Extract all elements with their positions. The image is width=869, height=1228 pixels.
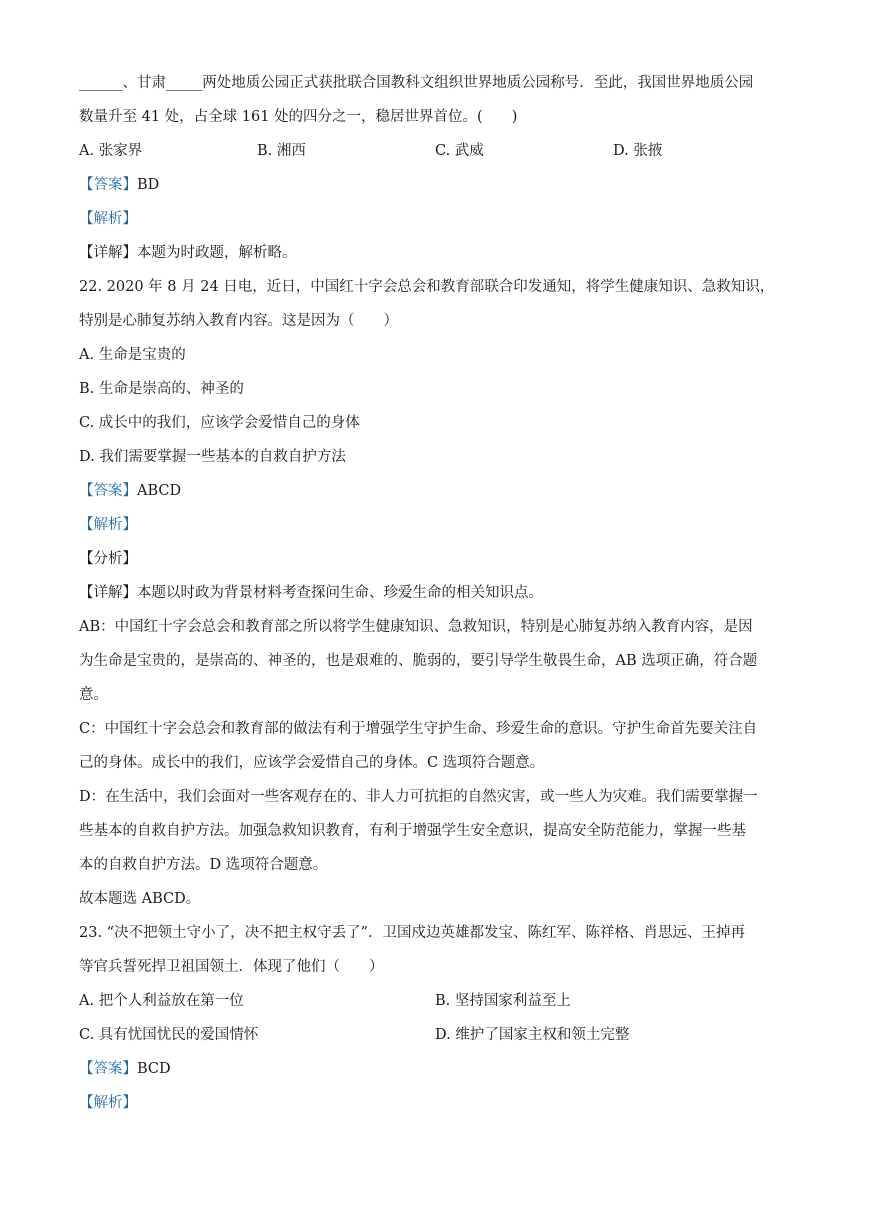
- q23-analysis-tag: 【解析】: [79, 1095, 137, 1111]
- q23-option-a: A. 把个人利益放在第一位: [79, 993, 244, 1009]
- q23-options-row1: [79, 990, 794, 1012]
- q23-stem-line2: 等官兵誓死捍卫祖国领土．体现了他们（ ）: [79, 959, 384, 975]
- q22-option-b: B. 生命是崇高的、神圣的: [79, 381, 244, 397]
- answer-tag: 【答案】: [79, 1061, 137, 1077]
- q23-stem-line1: 23. “决不把领土守小了，决不把主权守丢了”．卫国戍边英雄都发宝、陈红军、陈祥格、肖思远、王掉再: [79, 925, 745, 941]
- q23-answer: [79, 1058, 794, 1080]
- q21-option-c: C. 武威: [435, 143, 484, 159]
- q21-option-a: A. 张家界: [79, 143, 143, 159]
- q22-c-line1: C：中国红十字会总会和教育部的做法有利于增强学生守护生命、珍爱生命的意识。守护生命首先要关注自: [79, 721, 758, 737]
- answer-value: ABCD: [137, 483, 182, 499]
- q21-option-b: B. 湘西: [257, 143, 306, 159]
- q23-option-c: C. 具有忧国忧民的爱国情怀: [79, 1027, 259, 1043]
- q21-stem-line2: 数量升至 41 处，占全球 161 处的四分之一，稳居世界首位。( ): [79, 109, 518, 125]
- q22-answer: [79, 480, 794, 502]
- answer-tag: 【答案】: [79, 483, 137, 499]
- answer-value: BCD: [137, 1061, 171, 1077]
- q22-option-d: D. 我们需要掌握一些基本的自救自护方法: [79, 449, 346, 465]
- q22-ab-line2: 为生命是宝贵的，是崇高的、神圣的，也是艰难的、脆弱的，要引导学生敬畏生命，AB 选项正确，符合题: [79, 653, 758, 669]
- q22-analysis-tag: 【解析】: [79, 517, 137, 533]
- q23-option-b: B. 坚持国家利益至上: [435, 993, 571, 1009]
- document-page: [79, 72, 794, 1114]
- q22-option-a: A. 生命是宝贵的: [79, 347, 186, 363]
- q22-d-line3: 本的自救自护方法。D 选项符合题意。: [79, 857, 328, 873]
- q22-d-line2: 些基本的自救自护方法。加强急救知识教育，有利于增强学生安全意识，提高安全防范能力，掌握一些基: [79, 823, 746, 839]
- q21-detail: 【详解】本题为时政题，解析略。: [79, 245, 297, 261]
- q22-c-line2: 己的身体。成长中的我们，应该学会爱惜自己的身体。C 选项符合题意。: [79, 755, 545, 771]
- q22-fenxi: 【分析】: [79, 551, 137, 567]
- q22-ab-line3: 意。: [79, 687, 108, 703]
- q21-option-d: D. 张掖: [613, 143, 663, 159]
- q21-stem-line1: ______、甘肃_____两处地质公园正式获批联合国教科文组织世界地质公园称号．至此，我国世界地质公园: [79, 75, 754, 91]
- q21-analysis-tag: 【解析】: [79, 211, 137, 227]
- q23-option-d: D. 维护了国家主权和领土完整: [435, 1027, 630, 1043]
- q22-d-line1: D：在生活中，我们会面对一些客观存在的、非人力可抗拒的自然灾害，或一些人为灾难。我们需要掌握一: [79, 789, 758, 805]
- q21-answer: [79, 174, 794, 196]
- q23-options-row2: [79, 1024, 794, 1046]
- answer-tag: 【答案】: [79, 177, 137, 193]
- q21-options: [79, 140, 794, 162]
- q22-stem-line1: 22. 2020 年 8 月 24 日电，近日，中国红十字会总会和教育部联合印发通知，将学生健康知识、急救知识，: [79, 279, 775, 295]
- q22-conclusion: 故本题选 ABCD。: [79, 891, 201, 907]
- q22-detail: 【详解】本题以时政为背景材料考查探问生命、珍爱生命的相关知识点。: [79, 585, 543, 601]
- q22-stem-line2: 特别是心肺复苏纳入教育内容。这是因为（ ）: [79, 313, 398, 329]
- q22-ab-line1: AB：中国红十字会总会和教育部之所以将学生健康知识、急救知识，特别是心肺复苏纳入教育内容，是因: [79, 619, 753, 635]
- answer-value: BD: [137, 177, 160, 193]
- q22-option-c: C. 成长中的我们，应该学会爱惜自己的身体: [79, 415, 360, 431]
